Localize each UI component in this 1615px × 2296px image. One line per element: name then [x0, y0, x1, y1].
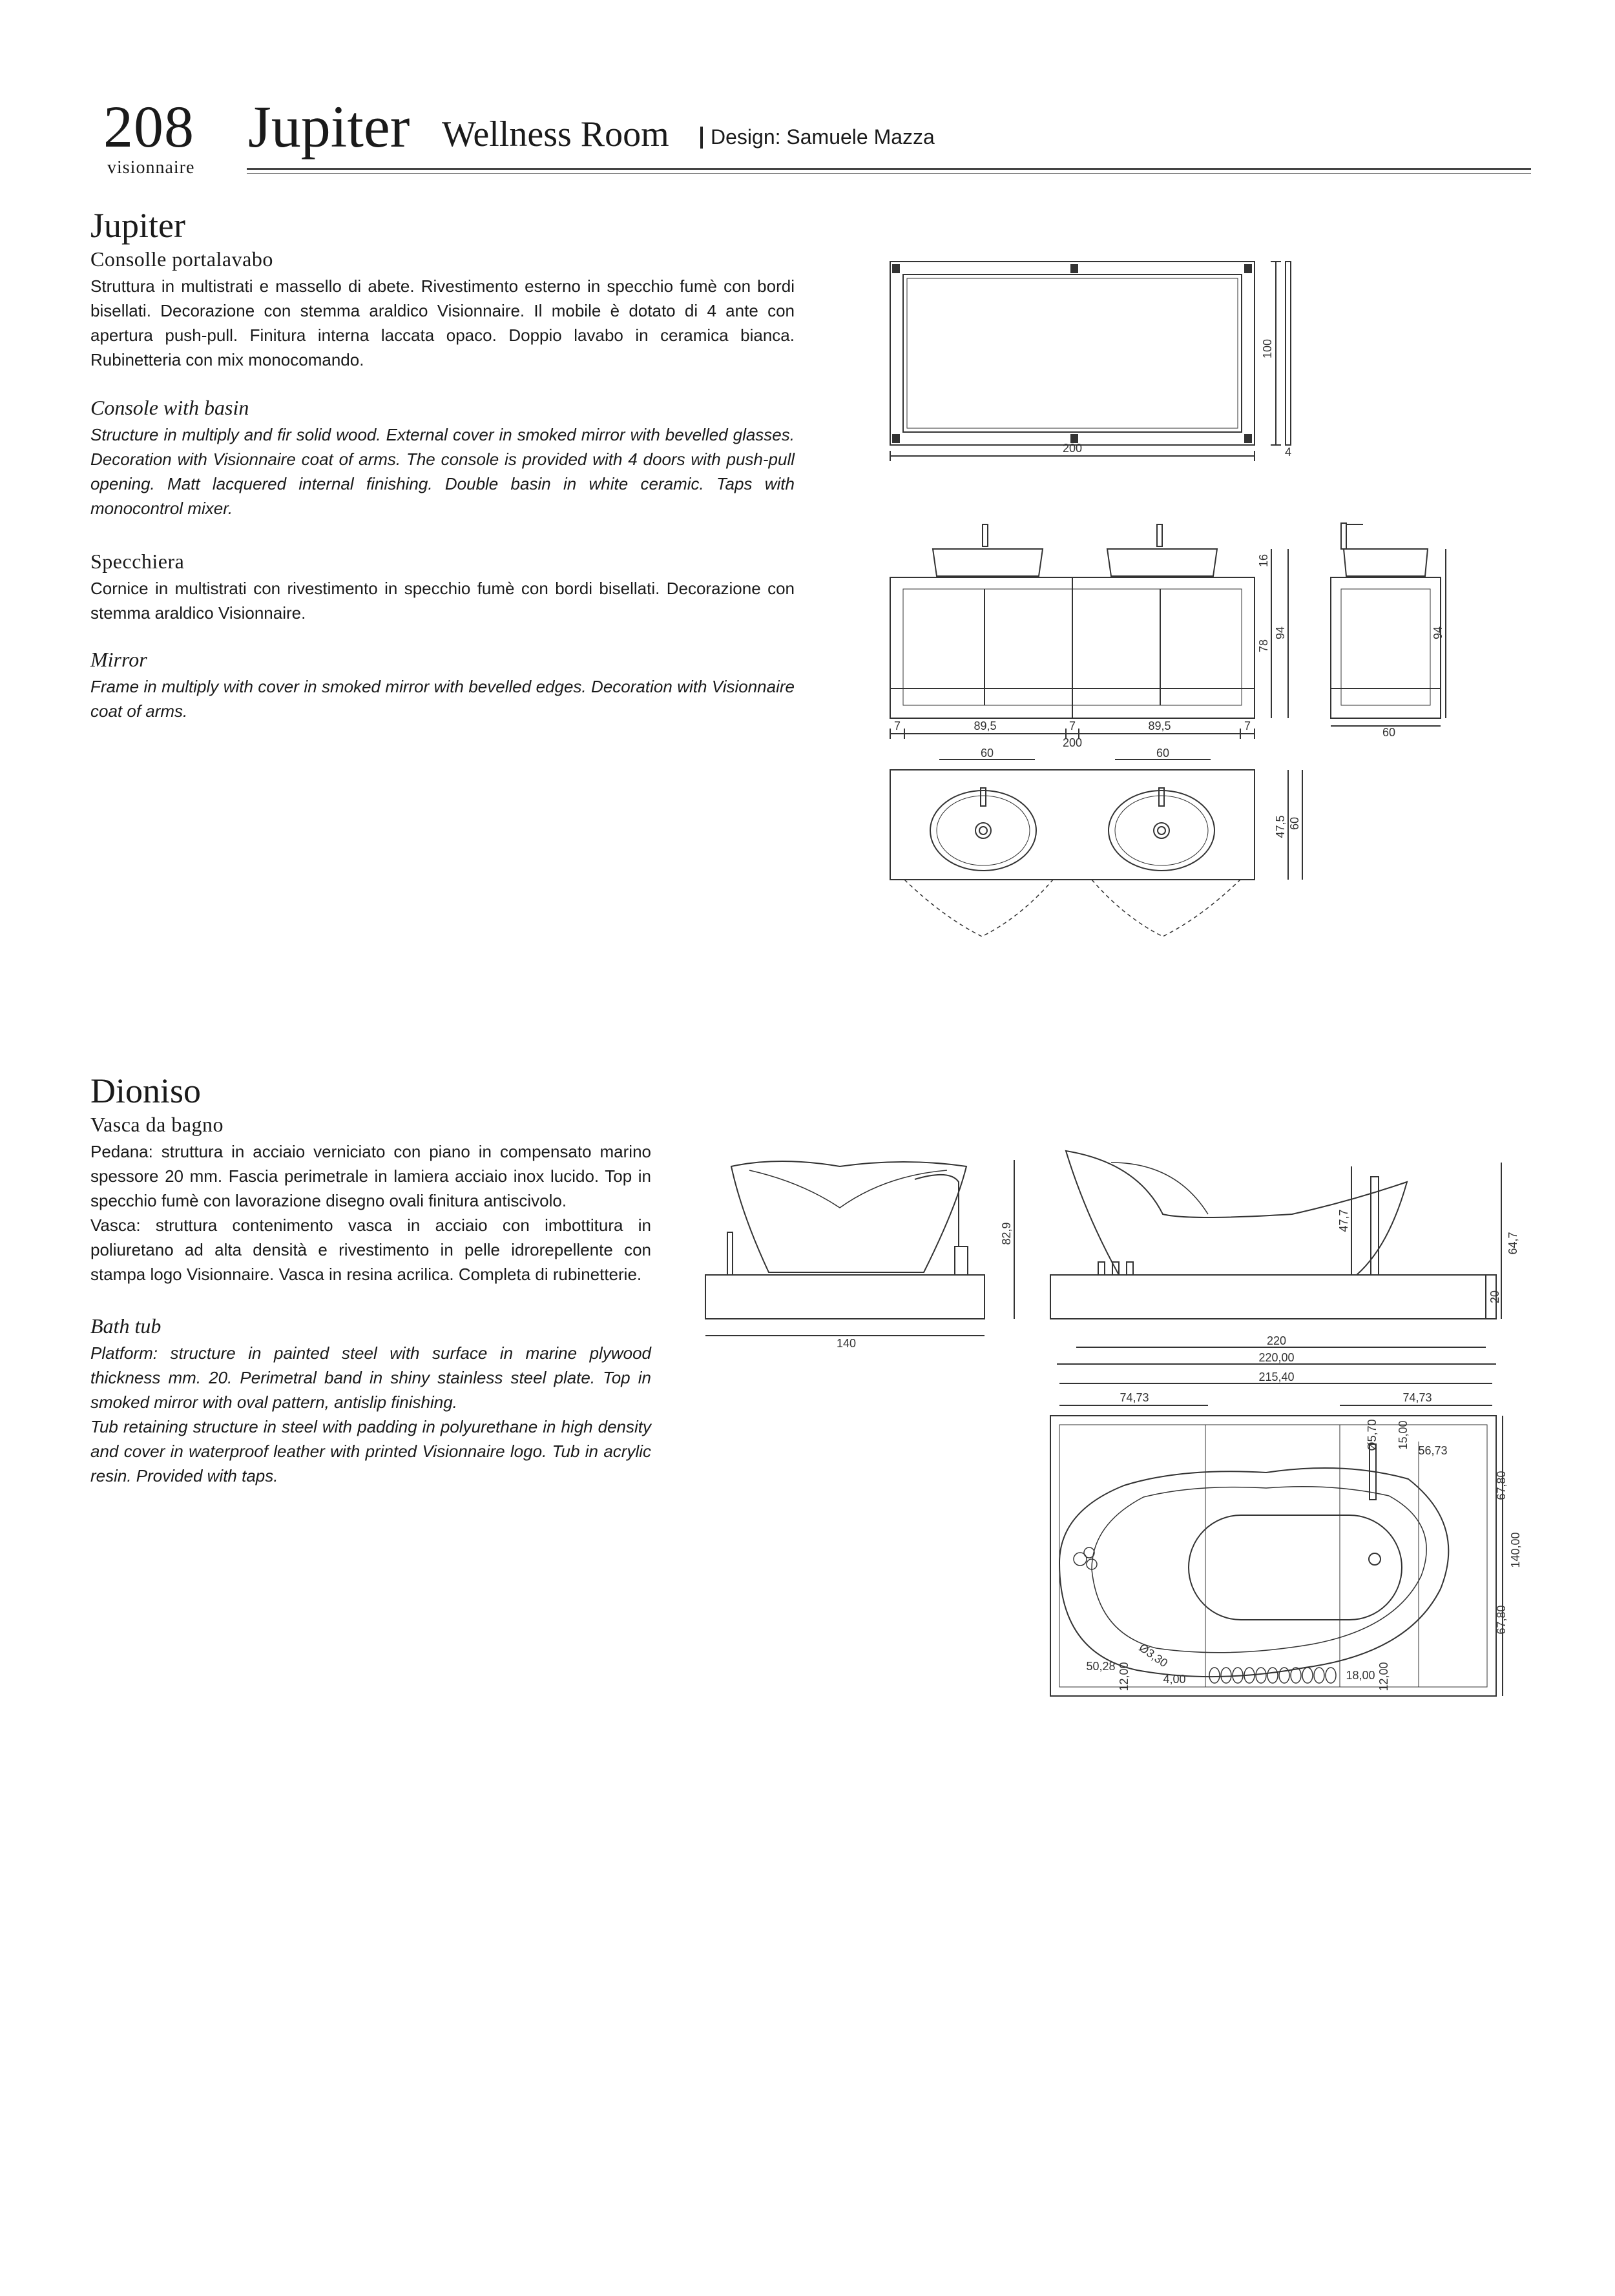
dim-plan-5673: 56,73 [1418, 1444, 1448, 1457]
dim-plan-5028: 50,28 [1086, 1660, 1116, 1673]
mirror-it-text: Cornice in multistrati con rivestimento in specchio fumè con bordi bisellati. Decorazione con stemma araldico Visionnaire. [90, 579, 795, 623]
dim-mirror-width: 200 [1062, 442, 1083, 455]
dim-console-side-h: 94 [1432, 626, 1444, 640]
tub-en-text-2: Tub retaining structure in steel with padding in polyurethane in high density and cover in waterproof leather with printed Visionnaire logo. Tub in acrylic resin. Provided with taps. [90, 1417, 651, 1485]
dim-mirror-depth: 4 [1284, 446, 1292, 459]
dim-tub-inner-h: 47,7 [1337, 1209, 1350, 1232]
page-subtitle: Wellness Room [442, 114, 669, 154]
dim-console-bay-left: 89,5 [974, 719, 997, 732]
mirror-it-heading: Specchiera [90, 550, 185, 573]
tub-side-drawing [705, 1160, 1014, 1336]
dim-plan-1500: 15,00 [1397, 1420, 1410, 1450]
dim-plan-h2: 67,80 [1495, 1605, 1508, 1635]
dim-console-total-h: 94 [1274, 626, 1287, 640]
dim-tub-front-h: 64,7 [1506, 1232, 1519, 1255]
dim-plan-h1: 67,80 [1495, 1471, 1508, 1500]
dim-top-depth: 60 [1288, 816, 1301, 831]
mirror-en-text: Frame in multiply with cover in smoked mirror with bevelled edges. Decoration with Visionnaire coat of arms. [90, 677, 795, 721]
dim-console-depth: 60 [1382, 726, 1396, 739]
dim-console-bay-right: 89,5 [1148, 719, 1171, 732]
dim-console-post-right: 7 [1244, 719, 1251, 732]
dim-tub-base-h: 20 [1488, 1290, 1501, 1304]
dim-plan-220: 220,00 [1258, 1351, 1295, 1364]
mirror-front-drawing [890, 262, 1291, 461]
tub-front-drawing [1050, 1151, 1501, 1347]
console-it-heading: Consolle portalavabo [90, 247, 273, 271]
console-top-drawing [890, 760, 1302, 936]
dim-console-basin-h: 16 [1257, 553, 1270, 568]
dim-plan-right: 74,73 [1402, 1391, 1432, 1404]
mirror-en-heading: Mirror [90, 648, 147, 671]
dim-console-body-h: 78 [1257, 639, 1270, 653]
designer-credit: Design: Samuele Mazza [711, 125, 935, 149]
tub-it-heading: Vasca da bagno [90, 1113, 224, 1136]
console-it-text: Struttura in multistrati e massello di abete. Rivestimento esterno in specchio fumè con bordi bisellati. Decorazione con stemma araldico Visionnaire. Il mobile è dotato di 4 ante con apertura push-pull. Finitura interna laccata opaco. Doppio lavabo in ceramica bianca. Rubinetteria con mix monocomando. [90, 276, 795, 369]
dim-mirror-height: 100 [1261, 338, 1274, 359]
dim-console-width: 200 [1062, 736, 1083, 749]
tub-en-text-1: Platform: structure in painted steel with surface in marine plywood thickness mm. 20. Perimetral band in shiny stainless steel plate. Top in smoked mirror with oval pattern, antislip finishing. [90, 1343, 651, 1412]
dim-console-post-mid: 7 [1068, 719, 1076, 732]
dim-basin-width-right: 60 [1156, 747, 1170, 760]
tub-en-heading: Bath tub [90, 1314, 162, 1338]
dim-plan-left: 74,73 [1120, 1391, 1149, 1404]
dim-plan-1800: 18,00 [1346, 1669, 1375, 1682]
tub-plan-drawing [1050, 1364, 1503, 1696]
page-title: Jupiter [248, 94, 410, 160]
console-side-drawing [1331, 523, 1446, 726]
console-front-drawing [890, 524, 1288, 739]
dim-tub-side-width: 140 [836, 1337, 857, 1350]
dim-plan-dia2: Ø3,30 [1136, 1640, 1171, 1670]
dim-plan-1200-right: 12,00 [1377, 1662, 1390, 1691]
dioniso-title: Dioniso [90, 1071, 202, 1110]
dim-console-post-left: 7 [893, 719, 901, 732]
dim-tub-side-height: 82,9 [1000, 1222, 1013, 1245]
console-en-text: Structure in multiply and fir solid wood. External cover in smoked mirror with bevelled glasses. Decoration with Visionnaire coat of arms. The console is provided with 4 doors with push-pull opening. Matt lacquered internal finishing. Double basin in white ceramic. Taps with monocontrol mixer. [90, 425, 795, 518]
dim-plan-1200-left: 12,00 [1118, 1662, 1130, 1691]
dim-plan-dia: Ø5,70 [1366, 1419, 1379, 1451]
dim-plan-215: 215,40 [1258, 1370, 1295, 1383]
page-number: 208 [103, 94, 194, 160]
dim-top-inner: 47,5 [1274, 815, 1287, 838]
dim-plan-height: 140,00 [1509, 1532, 1522, 1568]
dim-tub-front-width: 220 [1266, 1334, 1287, 1347]
dim-basin-width-left: 60 [980, 747, 994, 760]
dim-plan-400: 4,00 [1163, 1673, 1186, 1686]
tub-it-text-1: Pedana: struttura in acciaio verniciato con piano in compensato marino spessore 20 mm. Fascia perimetrale in lamiera acciaio inox lucido. Top in specchio fumè con lavorazione disegno ovali finitura antiscivolo. [90, 1142, 651, 1210]
brand-name: visionnaire [107, 158, 195, 178]
tub-it-text-2: Vasca: struttura contenimento vasca in acciaio con imbottitura in poliuretano ad alta densità e rivestimento in pelle idrorepellente con stampa logo Visionnaire. Vasca in resina acrilica. Completa di rubinetterie. [90, 1215, 651, 1284]
console-en-heading: Console with basin [90, 396, 249, 419]
jupiter-title: Jupiter [90, 206, 185, 245]
